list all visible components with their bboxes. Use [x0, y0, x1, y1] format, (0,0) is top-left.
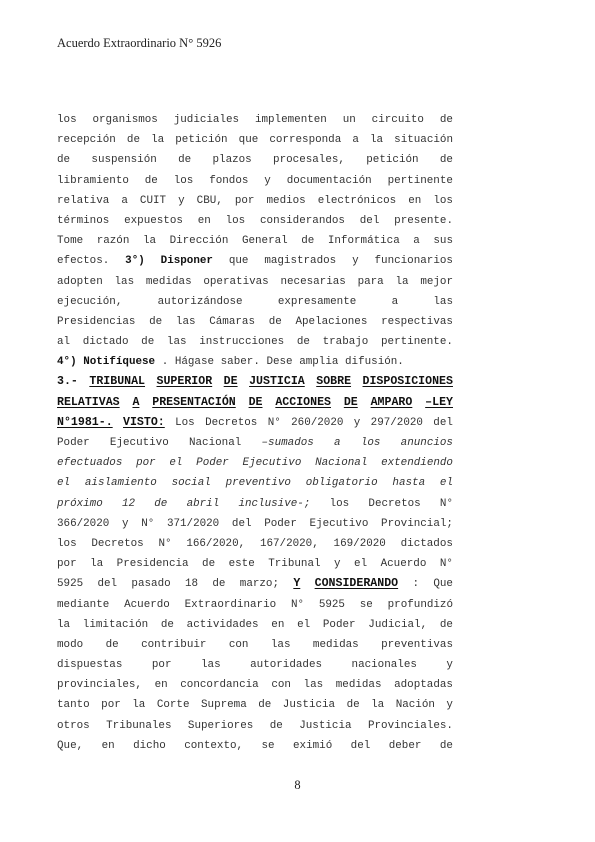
text-word: limitación	[82, 618, 149, 631]
text-word: las	[201, 659, 221, 672]
text-word: extendiendo	[381, 457, 453, 470]
text-line	[57, 251, 453, 271]
text-word: Ejecutivo	[309, 517, 369, 530]
text-word: de	[439, 618, 453, 631]
text-word: con	[271, 679, 291, 692]
text-word: adopten	[57, 275, 103, 288]
text-word: a	[352, 134, 359, 147]
text-word: Ejecutivo	[109, 437, 169, 449]
text-word: plazos	[212, 154, 252, 167]
text-word: N°	[158, 537, 172, 550]
text-word: TRIBUNAL	[89, 375, 146, 389]
text-word: electrónicos	[317, 194, 397, 207]
text-word: Los	[175, 416, 195, 429]
text-word: sus	[433, 235, 453, 248]
text-word: Y	[293, 577, 301, 591]
text-word: Justicia	[282, 699, 336, 712]
text-word: otros	[57, 719, 90, 732]
text-word: social	[171, 477, 211, 490]
text-word: el	[439, 477, 453, 490]
text-word: Nacional	[315, 457, 368, 470]
text-word: DE	[343, 395, 358, 409]
text-word: de	[141, 336, 155, 349]
text-word: en	[408, 194, 422, 207]
text-word: N°	[290, 598, 305, 611]
text-line	[57, 695, 453, 715]
text-word: de	[346, 699, 360, 712]
text-word: Notifíquese	[83, 356, 156, 369]
text-line	[57, 433, 453, 453]
text-word: relativa	[57, 194, 110, 207]
text-line	[57, 655, 453, 675]
text-word: la	[395, 275, 409, 288]
text-word: del	[359, 214, 380, 227]
text-line	[57, 231, 453, 251]
text-line	[57, 393, 453, 413]
text-word: por	[101, 699, 121, 712]
text-word: con	[228, 638, 249, 651]
text-word: Hágase	[174, 356, 215, 369]
text-word: suspensión	[91, 154, 157, 167]
text-word: de	[160, 618, 174, 631]
text-word: 366/2020	[57, 517, 110, 530]
text-word: 3.-	[57, 375, 78, 389]
text-word: :	[412, 578, 419, 591]
text-word: Decretos	[91, 537, 144, 550]
text-word: tanto	[57, 699, 90, 712]
text-word: Corte	[156, 699, 190, 712]
text-word: adoptadas	[394, 679, 453, 692]
text-line	[57, 312, 453, 332]
text-word: expuestos	[124, 214, 183, 227]
text-word: N°1981-.	[57, 415, 113, 429]
text-word: instrucciones	[199, 336, 285, 349]
text-word: que	[228, 255, 249, 268]
text-word: preventivo	[225, 477, 291, 490]
text-word: y	[334, 558, 341, 571]
text-word: mejor	[420, 275, 453, 288]
text-word: petición	[366, 154, 419, 167]
text-word: 5925	[57, 578, 84, 591]
text-word: Tribunal	[268, 558, 321, 571]
text-word: a	[391, 295, 399, 308]
text-word: marzo;	[239, 578, 279, 591]
text-word: a	[121, 194, 128, 207]
text-word: concordancia	[180, 679, 259, 692]
text-word: difusión.	[345, 356, 404, 369]
text-word: a	[334, 437, 341, 449]
text-word: de	[149, 315, 163, 328]
text-line	[57, 130, 453, 150]
text-line	[57, 675, 453, 695]
text-word: de	[301, 235, 315, 248]
text-word: las	[433, 295, 453, 308]
text-word: organismos	[92, 114, 158, 126]
text-word: respectivas	[381, 315, 453, 328]
text-word: Poder	[322, 618, 356, 631]
text-word: Nacional	[188, 437, 242, 449]
text-word: N°	[439, 497, 453, 510]
text-word: 167/2020,	[259, 537, 319, 550]
text-word: obligatorio	[305, 477, 378, 490]
text-line	[57, 211, 453, 231]
text-line	[57, 352, 453, 372]
text-word: funcionarios	[374, 255, 453, 268]
text-word: Suprema	[201, 699, 247, 712]
text-word: pertinente	[387, 174, 453, 187]
text-line	[57, 635, 453, 655]
text-word: las	[175, 315, 196, 328]
text-word: mediante	[57, 598, 110, 611]
document-header: Acuerdo Extraordinario N° 5926	[57, 36, 222, 50]
text-line	[57, 413, 453, 433]
text-word: amplia	[299, 356, 339, 369]
text-word: Extraordinario	[184, 598, 277, 611]
text-word: la	[369, 134, 384, 147]
text-word: 5925	[318, 598, 345, 611]
text-word: Justicia	[299, 719, 352, 732]
page-number: 8	[294, 778, 301, 792]
text-word: 169/2020	[333, 537, 386, 550]
text-word: DE	[223, 375, 238, 389]
text-word: Que	[433, 578, 453, 591]
text-word: Superiores	[187, 719, 254, 732]
text-word: provinciales,	[57, 679, 142, 692]
text-word: ACCIONES	[275, 395, 331, 409]
text-word: en	[154, 679, 168, 692]
text-word: de	[268, 315, 282, 328]
text-word: dictado	[82, 336, 129, 349]
text-word: la	[57, 618, 71, 631]
text-word: autorizándose	[157, 295, 243, 308]
text-word: y	[353, 416, 361, 429]
text-word: pertinente.	[381, 336, 453, 349]
text-line	[57, 595, 453, 615]
text-word: aislamiento	[84, 477, 157, 490]
text-word: un	[342, 114, 356, 126]
text-word: –sumados	[261, 437, 314, 449]
text-line	[57, 191, 453, 211]
text-word: y	[352, 255, 359, 268]
text-line	[57, 150, 453, 170]
text-line	[57, 332, 453, 352]
text-line	[57, 494, 453, 514]
text-word: Disponer	[160, 255, 213, 268]
text-word: CUIT	[139, 194, 167, 207]
text-word: de	[212, 578, 226, 591]
text-line	[57, 716, 453, 736]
text-word: Poder	[57, 437, 90, 449]
text-word: de	[439, 154, 453, 167]
text-line	[57, 534, 453, 554]
text-word: 4°)	[57, 356, 77, 369]
text-word: los	[433, 194, 453, 207]
text-word: autoridades	[250, 659, 323, 672]
text-word: en	[271, 618, 285, 631]
text-line	[57, 292, 453, 312]
text-word: dispuestas	[57, 659, 123, 672]
text-word: por	[136, 457, 156, 470]
text-word: trabajo	[322, 336, 369, 349]
text-word: JUSTICIA	[249, 375, 305, 389]
text-word: anuncios	[400, 437, 453, 449]
text-word: documentación	[286, 174, 372, 187]
text-word: las	[166, 336, 187, 349]
text-word: petición	[175, 134, 228, 147]
text-word: 12	[121, 497, 136, 510]
text-word: del	[350, 739, 371, 752]
text-word: Acuerdo	[380, 558, 427, 571]
text-word: se	[359, 598, 373, 611]
text-word: corresponda	[269, 134, 342, 147]
text-word: las	[114, 275, 135, 288]
text-word: pasado	[131, 578, 171, 591]
text-line	[57, 272, 453, 292]
text-word: modo	[57, 638, 84, 651]
text-word: libramiento	[57, 174, 129, 187]
text-word: de	[202, 558, 216, 571]
text-word: Decretos	[368, 497, 421, 510]
text-word: eximió	[293, 739, 333, 752]
text-line	[57, 110, 453, 130]
text-word: expresamente	[277, 295, 357, 308]
text-word: los	[57, 537, 77, 550]
text-word: deber	[388, 739, 422, 752]
text-word: de	[439, 739, 453, 752]
text-word: 166/2020,	[186, 537, 246, 550]
text-word: los	[329, 497, 350, 510]
text-word: de	[178, 154, 192, 167]
text-word: a	[413, 235, 420, 248]
text-word: 18	[184, 578, 199, 591]
text-word: por	[57, 558, 77, 571]
text-word: de	[105, 638, 119, 651]
text-word: y	[178, 194, 185, 207]
text-word: ejecución,	[57, 295, 123, 308]
text-word: 3°)	[125, 255, 145, 268]
text-word: y	[121, 517, 129, 530]
text-word: y	[264, 174, 271, 187]
text-word: necesarias	[280, 275, 346, 288]
text-word: del	[231, 517, 252, 530]
text-word: A	[132, 395, 140, 409]
text-word: 297/2020	[370, 416, 423, 429]
text-word: términos	[57, 214, 110, 227]
text-line	[57, 453, 453, 473]
text-word: de	[144, 174, 158, 187]
text-word: Poder	[196, 457, 229, 470]
text-line	[57, 736, 453, 756]
text-word: medidas	[312, 638, 359, 651]
text-word: contribuir	[141, 638, 207, 651]
text-word: Que,	[57, 739, 84, 752]
text-word: la	[90, 558, 104, 571]
text-word: N°	[141, 517, 155, 530]
text-word: medidas	[335, 679, 382, 692]
text-word: de	[154, 497, 168, 510]
text-word: por	[151, 659, 172, 672]
text-word: 371/2020	[166, 517, 220, 530]
text-word: Cámaras	[209, 315, 255, 328]
text-word: dictados	[400, 537, 453, 550]
text-word: Decretos	[205, 416, 258, 429]
text-line	[57, 473, 453, 493]
text-word: por	[234, 194, 255, 207]
text-line	[57, 615, 453, 635]
text-word: la	[151, 134, 165, 147]
text-word: judiciales	[173, 114, 240, 126]
text-line	[57, 574, 453, 594]
text-word: las	[270, 638, 291, 651]
text-word: DE	[248, 395, 263, 409]
text-word: nacionales	[351, 659, 417, 672]
text-word: profundizó	[387, 598, 453, 611]
text-word: Provincial;	[381, 517, 453, 530]
text-word: Presidencia	[116, 558, 189, 571]
text-word: Ejecutivo	[242, 457, 302, 470]
text-word: medios	[266, 194, 306, 207]
text-word: –LEY	[425, 395, 453, 409]
text-word: implementen	[254, 114, 327, 126]
text-word: Presidencias	[57, 315, 136, 328]
text-word: Tribunales	[106, 719, 172, 732]
text-word: hasta	[392, 477, 426, 490]
text-word: CBU,	[196, 194, 223, 207]
text-word: razón	[96, 235, 130, 248]
text-word: circuito	[371, 114, 424, 126]
text-word: en	[197, 214, 211, 227]
text-word: los	[57, 114, 77, 126]
text-word: DISPOSICIONES	[362, 375, 453, 389]
text-word: efectos.	[57, 255, 110, 268]
text-word: contexto,	[184, 739, 244, 752]
text-word: PRESENTACIÓN	[152, 395, 236, 409]
text-word: magistrados	[264, 255, 337, 268]
document-body	[57, 110, 453, 756]
text-word: y	[446, 699, 453, 712]
text-word: de	[296, 336, 310, 349]
text-word: Poder	[264, 517, 297, 530]
text-word: del	[433, 416, 453, 429]
text-word: considerandos	[260, 214, 345, 227]
text-word: procesales,	[273, 154, 345, 167]
text-line	[57, 554, 453, 574]
text-word: preventivas	[381, 638, 453, 651]
text-word: General	[241, 235, 288, 248]
text-word: la	[142, 235, 157, 248]
text-word: efectuados	[57, 457, 123, 470]
text-word: la	[132, 699, 146, 712]
text-word: al	[57, 336, 71, 349]
text-word: la	[371, 699, 385, 712]
text-word: Judicial,	[368, 618, 428, 631]
text-word: inclusive-;	[238, 497, 311, 510]
text-word: Acuerdo	[124, 598, 170, 611]
text-word: SOBRE	[316, 375, 352, 389]
text-word: este	[228, 558, 255, 571]
text-word: RELATIVAS	[57, 395, 120, 409]
text-word: de	[269, 719, 283, 732]
text-word: dicho	[133, 739, 166, 752]
text-word: Informática	[327, 235, 400, 248]
text-word: Nación	[395, 699, 435, 712]
text-word: los	[225, 214, 246, 227]
text-word: de	[57, 154, 71, 167]
text-word: de	[126, 134, 140, 147]
text-word: SUPERIOR	[156, 375, 213, 389]
text-word: en	[101, 739, 115, 752]
text-word: Provinciales.	[367, 719, 453, 732]
text-word: el	[354, 558, 368, 571]
text-word: medidas	[145, 275, 192, 288]
text-word: fondos	[209, 174, 249, 187]
text-word: N°	[439, 558, 453, 571]
text-word: de	[258, 699, 272, 712]
text-word: los	[173, 174, 194, 187]
text-word: próximo	[57, 497, 103, 510]
text-word: VISTO:	[123, 415, 165, 429]
text-word: abril	[186, 497, 220, 510]
text-word: AMPARO	[370, 395, 413, 409]
text-word: el	[57, 477, 71, 490]
text-word: los	[360, 437, 381, 449]
text-word: para	[357, 275, 384, 288]
text-word: recepción	[57, 134, 116, 147]
text-word: y	[446, 659, 453, 672]
text-word: Tome	[57, 235, 84, 248]
text-word: Dirección	[169, 235, 229, 248]
text-word: N°	[267, 416, 281, 429]
text-word: actividades	[186, 618, 259, 631]
text-word: el	[169, 457, 183, 470]
text-word: el	[297, 618, 311, 631]
text-word: Apelaciones	[295, 315, 368, 328]
text-word: las	[303, 679, 324, 692]
text-word: operativas	[203, 275, 269, 288]
text-word: Dese	[266, 356, 293, 369]
text-line	[57, 514, 453, 534]
text-word: situación	[394, 134, 453, 147]
text-line	[57, 372, 453, 392]
text-word: presente.	[394, 214, 453, 227]
text-word: .	[161, 356, 169, 369]
text-word: saber.	[220, 356, 260, 369]
text-word: se	[261, 739, 275, 752]
text-word: que	[238, 134, 259, 147]
text-word: de	[439, 114, 453, 126]
text-word: 260/2020	[291, 416, 344, 429]
text-word: CONSIDERANDO	[314, 577, 399, 591]
text-line	[57, 171, 453, 191]
text-word: del	[97, 578, 118, 591]
